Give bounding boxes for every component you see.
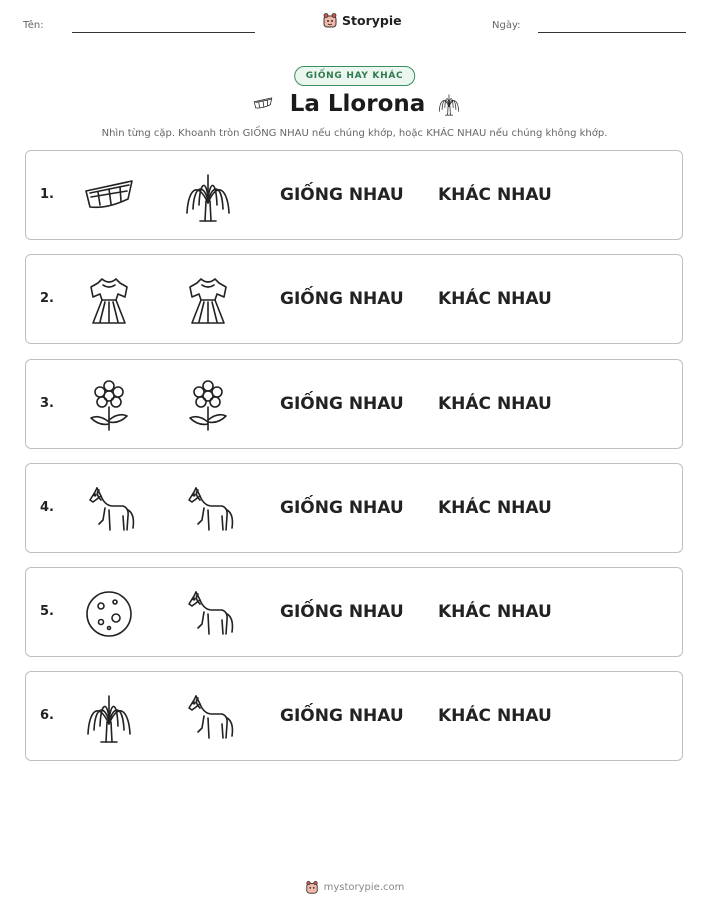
pair-number: 3. (40, 396, 54, 411)
pair-row-5 (25, 567, 683, 657)
different-option[interactable]: KHÁC NHAU (438, 602, 552, 622)
flower-icon (182, 380, 234, 432)
pair-number: 2. (40, 291, 54, 306)
different-option[interactable]: KHÁC NHAU (438, 185, 552, 205)
different-option[interactable]: KHÁC NHAU (438, 498, 552, 518)
activity-badge: GIỐNG HAY KHÁC (294, 66, 416, 86)
horse-icon (83, 484, 135, 536)
dress-icon (182, 275, 234, 327)
same-option[interactable]: GIỐNG NHAU (280, 185, 404, 205)
flower-icon (83, 380, 135, 432)
boat-icon (248, 94, 278, 114)
instructions: Nhìn từng cặp. Khoanh tròn GIỐNG NHAU nếu chúng khớp, hoặc KHÁC NHAU nếu chúng không khớp. (101, 128, 608, 139)
pair-number: 6. (40, 708, 54, 723)
footer (0, 880, 709, 894)
same-option[interactable]: GIỐNG NHAU (280, 498, 404, 518)
title-row (0, 90, 709, 118)
boat-icon (83, 171, 135, 223)
same-option[interactable]: GIỐNG NHAU (280, 394, 404, 414)
pair-row-3 (25, 359, 683, 449)
pair-number: 4. (40, 500, 54, 515)
pair-row-2 (25, 254, 683, 344)
different-option[interactable]: KHÁC NHAU (438, 706, 552, 726)
horse-icon (182, 692, 234, 744)
brand-logo (322, 12, 402, 28)
moon-icon (83, 588, 135, 640)
date-line[interactable] (538, 32, 686, 33)
dress-icon (83, 275, 135, 327)
pair-row-1 (25, 150, 683, 240)
same-option[interactable]: GIỐNG NHAU (280, 602, 404, 622)
footer-url[interactable]: mystorypie.com (323, 881, 405, 893)
name-label: Tên: (23, 20, 44, 31)
pair-row-4 (25, 463, 683, 553)
pair-row-6 (25, 671, 683, 761)
willow-tree-icon (437, 90, 461, 118)
brand-name: Storypie (342, 12, 402, 28)
different-option[interactable]: KHÁC NHAU (438, 289, 552, 309)
willow-tree-icon (83, 692, 135, 744)
worksheet-title: La Llorona (289, 91, 426, 117)
horse-icon (182, 588, 234, 640)
storypie-mascot-icon (322, 12, 338, 28)
different-option[interactable]: KHÁC NHAU (438, 394, 552, 414)
same-option[interactable]: GIỐNG NHAU (280, 289, 404, 309)
willow-tree-icon (182, 171, 234, 223)
pair-number: 1. (40, 187, 54, 202)
horse-icon (182, 484, 234, 536)
same-option[interactable]: GIỐNG NHAU (280, 706, 404, 726)
date-label: Ngày: (492, 20, 521, 31)
storypie-mascot-icon (305, 880, 319, 894)
pair-number: 5. (40, 604, 54, 619)
name-line[interactable] (72, 32, 255, 33)
